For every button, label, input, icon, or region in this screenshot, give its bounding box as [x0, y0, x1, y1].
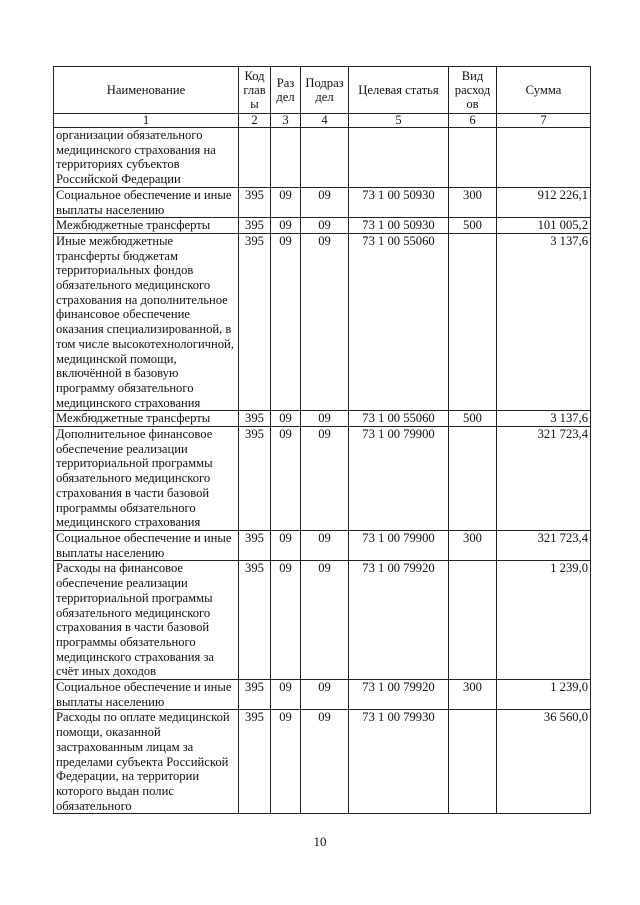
row-name: Социальное обеспечение и иные выплаты населению	[54, 187, 239, 217]
table-row	[54, 218, 591, 234]
row-sum: 101 005,2	[497, 218, 591, 234]
row-subsection: 09	[301, 233, 349, 410]
table-row	[54, 128, 591, 188]
row-name: организации обязательного медицинского страхования на территориях субъектов Российской Федерации	[54, 128, 239, 188]
row-subsection: 09	[301, 427, 349, 531]
row-code: 395	[239, 427, 271, 531]
row-code	[239, 128, 271, 188]
row-section: 09	[271, 187, 301, 217]
header-row	[54, 67, 591, 114]
row-sum: 1 239,0	[497, 561, 591, 680]
row-sum: 321 723,4	[497, 530, 591, 560]
table-row	[54, 680, 591, 710]
row-section: 09	[271, 680, 301, 710]
row-code: 395	[239, 561, 271, 680]
row-section: 09	[271, 710, 301, 814]
row-subsection	[301, 128, 349, 188]
row-expense-type	[449, 561, 497, 680]
row-section: 09	[271, 561, 301, 680]
table-row	[54, 561, 591, 680]
column-number: 5	[349, 114, 449, 128]
row-sum: 3 137,6	[497, 411, 591, 427]
row-expense-type: 300	[449, 530, 497, 560]
row-expense-type	[449, 427, 497, 531]
row-expense-type	[449, 128, 497, 188]
row-name: Социальное обеспечение и иные выплаты населению	[54, 530, 239, 560]
row-subsection: 09	[301, 411, 349, 427]
table-row	[54, 710, 591, 814]
table-row	[54, 187, 591, 217]
row-sum: 321 723,4	[497, 427, 591, 531]
row-name: Дополнительное финансовое обеспечение реализации территориальной программы обязательного медицинского страхования в части базовой программы обязательного медицинского страхования	[54, 427, 239, 531]
row-name: Расходы по оплате медицинской помощи, оказанной застрахованным лицам за пределами субъекта Российской Федерации, на территории которого выдан полис обязательного	[54, 710, 239, 814]
page-number: 10	[313, 834, 327, 849]
table-row	[54, 233, 591, 410]
header-sum: Сумма	[497, 67, 591, 114]
header-name: Наименование	[54, 67, 239, 114]
row-name: Межбюджетные трансферты	[54, 218, 239, 234]
row-code: 395	[239, 530, 271, 560]
row-sum: 36 560,0	[497, 710, 591, 814]
row-name: Расходы на финансовое обеспечение реализации территориальной программы обязательного медицинского страхования в части базовой программы обязательного медицинского страхования за счёт иных доходов	[54, 561, 239, 680]
column-number: 2	[239, 114, 271, 128]
row-target: 73 1 00 55060	[349, 233, 449, 410]
row-target: 73 1 00 50930	[349, 218, 449, 234]
row-section: 09	[271, 530, 301, 560]
row-subsection: 09	[301, 710, 349, 814]
table-row	[54, 530, 591, 560]
row-subsection: 09	[301, 218, 349, 234]
row-expense-type: 500	[449, 218, 497, 234]
row-subsection: 09	[301, 530, 349, 560]
row-expense-type: 300	[449, 187, 497, 217]
header-target: Целевая статья	[349, 67, 449, 114]
row-subsection: 09	[301, 561, 349, 680]
column-number: 4	[301, 114, 349, 128]
row-subsection: 09	[301, 680, 349, 710]
row-section: 09	[271, 427, 301, 531]
column-number: 7	[497, 114, 591, 128]
header-expense-type: Вид расход ов	[449, 67, 497, 114]
row-target: 73 1 00 55060	[349, 411, 449, 427]
row-target: 73 1 00 79930	[349, 710, 449, 814]
row-sum: 3 137,6	[497, 233, 591, 410]
row-code: 395	[239, 233, 271, 410]
column-number: 6	[449, 114, 497, 128]
row-target	[349, 128, 449, 188]
row-sum: 1 239,0	[497, 680, 591, 710]
header-subsection: Подраз дел	[301, 67, 349, 114]
row-section	[271, 128, 301, 188]
row-target: 73 1 00 79920	[349, 561, 449, 680]
header-section: Раз дел	[271, 67, 301, 114]
row-subsection: 09	[301, 187, 349, 217]
row-section: 09	[271, 233, 301, 410]
row-name: Социальное обеспечение и иные выплаты населению	[54, 680, 239, 710]
row-expense-type	[449, 233, 497, 410]
row-sum: 912 226,1	[497, 187, 591, 217]
row-target: 73 1 00 79920	[349, 680, 449, 710]
row-expense-type	[449, 710, 497, 814]
row-code: 395	[239, 680, 271, 710]
row-section: 09	[271, 411, 301, 427]
row-code: 395	[239, 218, 271, 234]
row-target: 73 1 00 79900	[349, 427, 449, 531]
table-row	[54, 427, 591, 531]
row-target: 73 1 00 79900	[349, 530, 449, 560]
row-sum	[497, 128, 591, 188]
header-code: Код глав ы	[239, 67, 271, 114]
row-target: 73 1 00 50930	[349, 187, 449, 217]
row-name: Межбюджетные трансферты	[54, 411, 239, 427]
row-expense-type: 300	[449, 680, 497, 710]
row-name: Иные межбюджетные трансферты бюджетам территориальных фондов обязательного медицинского страхования на дополнительное финансовое обеспечение оказания специализированной, в том числе высокотехнологичной, медицинской помощи, включённой в базовую программу обязательного медицинского страхования	[54, 233, 239, 410]
budget-table	[53, 66, 591, 814]
row-expense-type: 500	[449, 411, 497, 427]
column-number: 3	[271, 114, 301, 128]
row-code: 395	[239, 187, 271, 217]
row-code: 395	[239, 411, 271, 427]
column-number-row	[54, 114, 591, 128]
row-code: 395	[239, 710, 271, 814]
row-section: 09	[271, 218, 301, 234]
table-row	[54, 411, 591, 427]
column-number: 1	[54, 114, 239, 128]
